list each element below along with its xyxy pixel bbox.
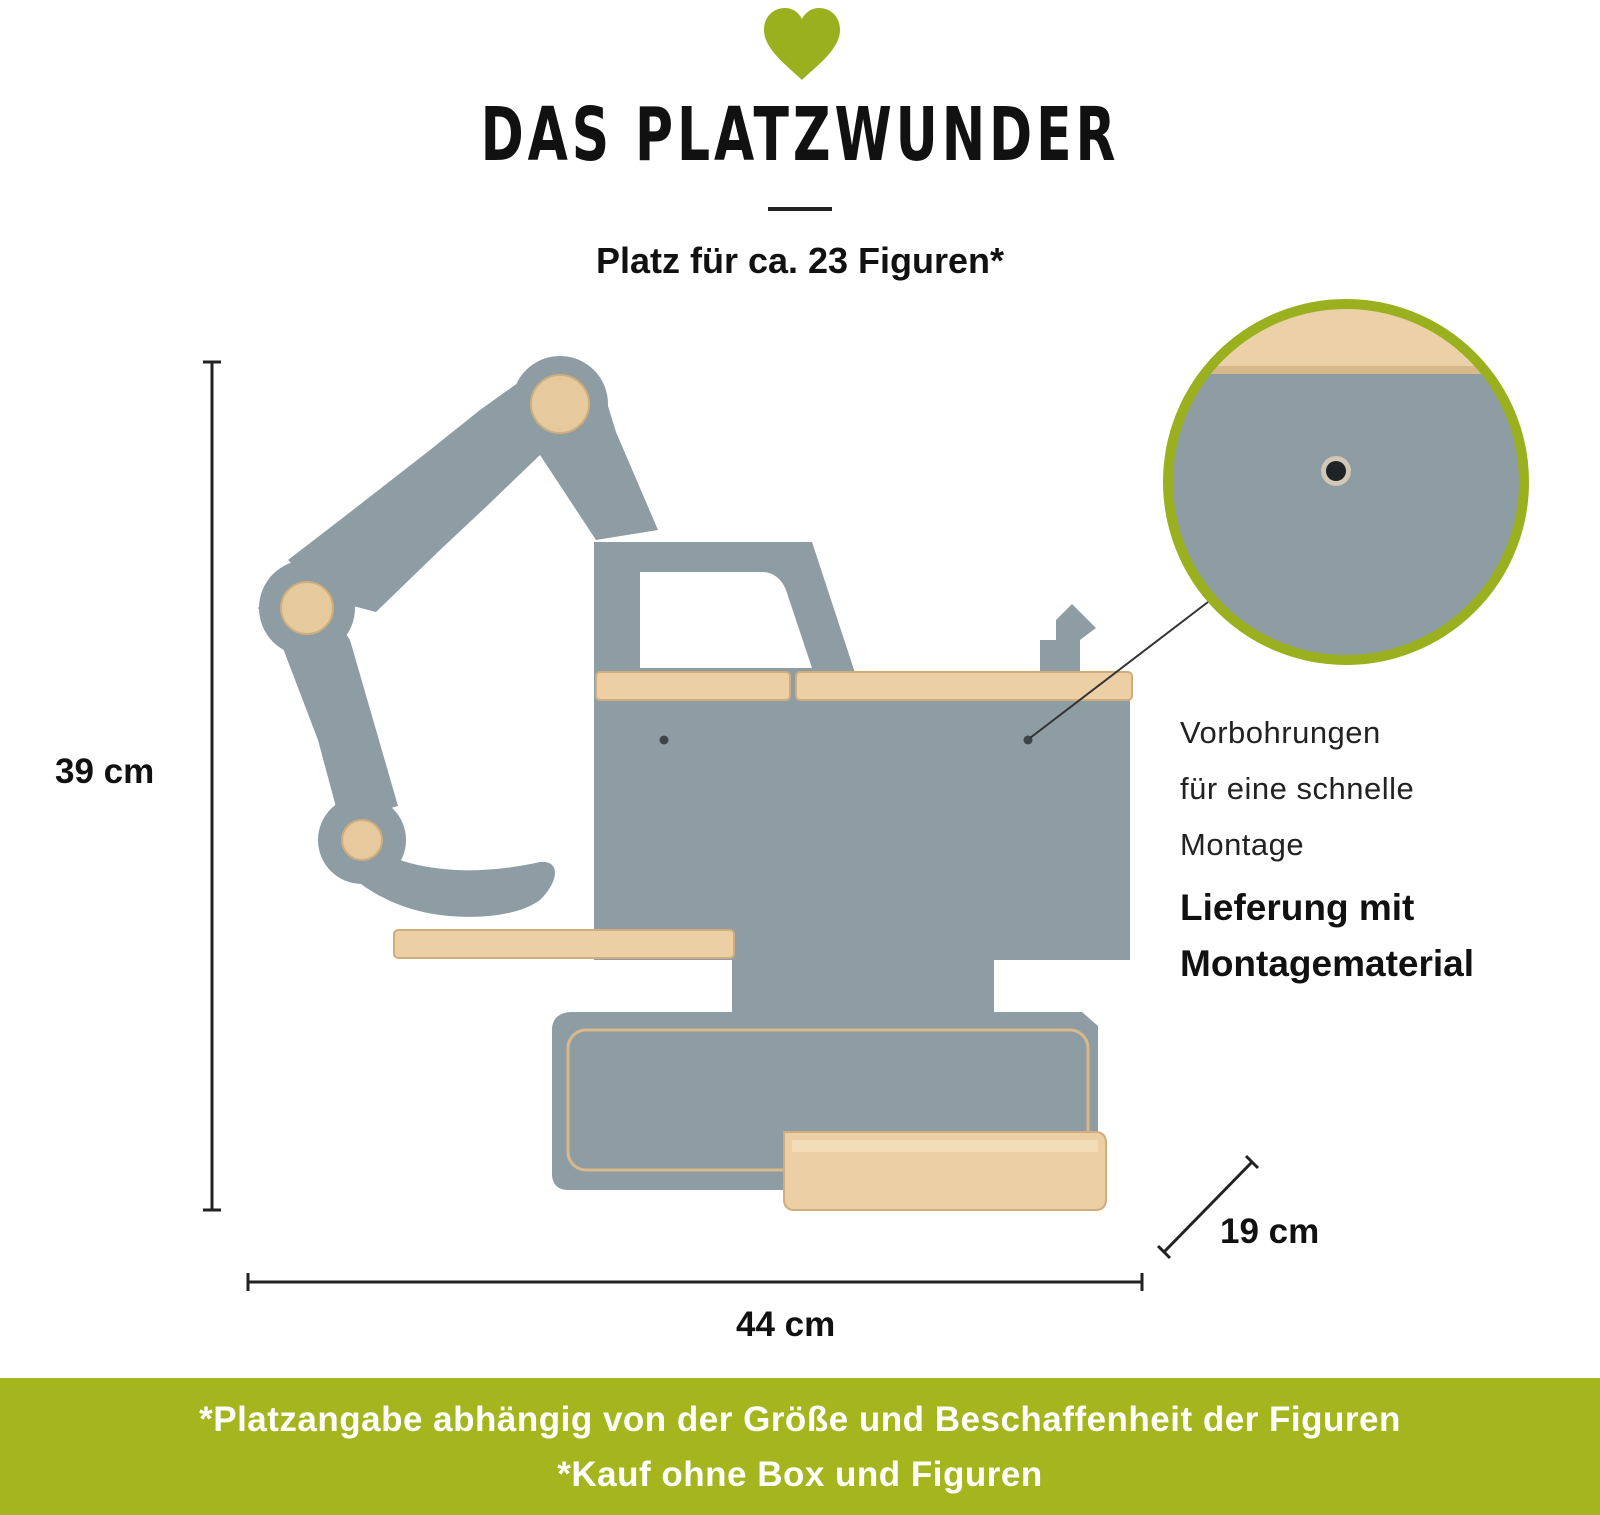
width-label: 44 cm xyxy=(736,1305,836,1344)
callout-line: Vorbohrungen xyxy=(1180,715,1381,750)
callout-bold-text xyxy=(1180,880,1600,992)
footer-note-size: *Platzangabe abhängig von der Größe und Beschaffenheit der Figuren xyxy=(199,1400,1401,1439)
depth-label: 19 cm xyxy=(1220,1212,1320,1251)
height-dimension-line xyxy=(203,362,221,1210)
callout-line: für eine schnelle xyxy=(1180,771,1415,806)
callout-line: Montage xyxy=(1180,827,1305,862)
callout-text xyxy=(1180,705,1590,873)
excavator-shelf xyxy=(258,356,1130,1190)
page-title: DAS PLATZWUNDER xyxy=(480,92,1120,178)
width-dimension-line xyxy=(248,1273,1142,1291)
footer-note-purchase: *Kauf ohne Box und Figuren xyxy=(557,1455,1043,1494)
footer-banner xyxy=(0,1378,1600,1515)
callout-bold-line: Montagematerial xyxy=(1180,943,1475,984)
height-label: 39 cm xyxy=(55,752,155,791)
callout-bold-line: Lieferung mit xyxy=(1180,887,1415,928)
page-subtitle: Platz für ca. 23 Figuren* xyxy=(595,240,1005,281)
